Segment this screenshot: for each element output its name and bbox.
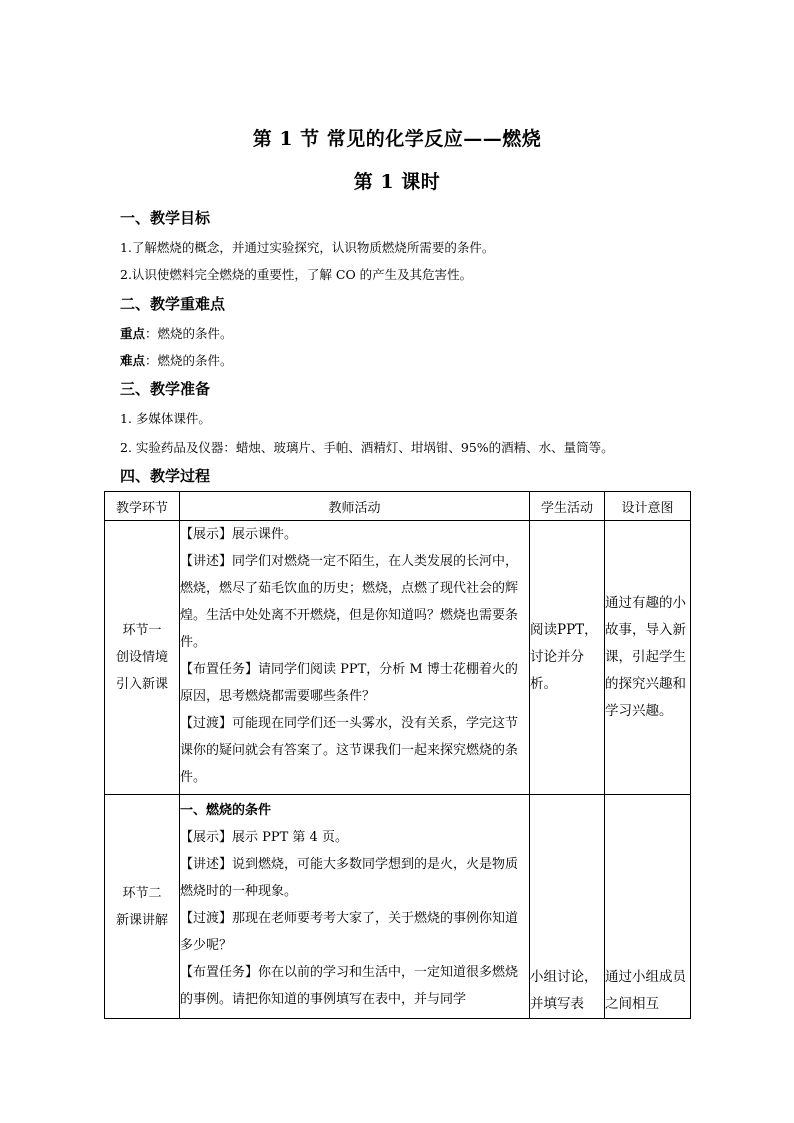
page-title: 第 1 节 常见的化学反应——燃烧 — [252, 128, 542, 150]
teacher-cell — [180, 521, 530, 795]
key-text: ：燃烧的条件。 — [145, 326, 233, 341]
difficulty-point — [120, 351, 233, 369]
link-line: 新课讲解 — [115, 912, 168, 928]
goal-1: 1.了解燃烧的概念，并通过实验探究，认识物质燃烧所需要的条件。 — [120, 240, 495, 255]
difficulty-label: 难点 — [120, 353, 146, 368]
goals-heading: 一、教学目标 — [120, 209, 211, 227]
header-student: 学生活动 — [530, 492, 605, 521]
goal-2: 2.认识使燃料完全燃烧的重要性，了解 CO 的产生及其危害性。 — [120, 267, 473, 282]
design-cell — [605, 521, 691, 795]
link-cell — [105, 521, 180, 795]
teacher-activity: 【过渡】那现在老师要考考大家了，关于燃烧的事例你知道多少呢？ — [180, 911, 519, 953]
link-line: 创设情境 — [115, 650, 168, 665]
prep-1: 1. 多媒体课件。 — [120, 411, 211, 426]
design-intent: 通过有趣的小故事，导入新课，引起学生的探究兴趣和学习兴趣。 — [605, 595, 686, 719]
design-intent: 通过小组成员之间相互 — [605, 969, 686, 1012]
table-header-row — [105, 492, 691, 521]
header-link: 教学环节 — [105, 492, 180, 521]
teacher-activity: 【过渡】可能现在同学们还一头雾水，没有关系，学完这节课你的疑问就会有答案了。这节课我们一起来探究燃烧的条件。 — [180, 716, 519, 785]
header-design: 设计意图 — [605, 492, 691, 521]
link-cell — [105, 795, 180, 1019]
design-cell — [605, 795, 691, 1019]
teacher-activity: 【展示】展示 PPT 第 4 页。 — [180, 830, 348, 845]
teacher-cell — [180, 795, 530, 1019]
student-activity: 阅读PPT，讨论并分析。 — [530, 622, 598, 692]
link-line: 环节二 — [122, 885, 162, 901]
teacher-activity: 【讲述】同学们对燃烧一定不陌生，在人类发展的长河中，燃烧，燃尽了茹毛饮血的历史；燃烧，点燃了现代社会的辉煌。生活中处处离不开燃烧，但是你知道吗？燃烧也需要条件。 — [180, 554, 519, 650]
key-label: 重点 — [120, 326, 146, 341]
teacher-activity: 【布置任务】请同学们阅读 PPT，分析 M 博士花棚着火的原因，思考燃烧都需要哪些条件？ — [180, 662, 518, 704]
difficulty-text: ：燃烧的条件。 — [145, 353, 233, 368]
student-cell — [530, 795, 605, 1019]
link-line: 引入新课 — [115, 677, 168, 692]
process-heading: 四、教学过程 — [120, 467, 211, 485]
table-row — [105, 795, 691, 1019]
table-row — [105, 521, 691, 795]
page-subtitle: 第 1 课时 — [353, 171, 441, 193]
header-teacher: 教师活动 — [180, 492, 530, 521]
student-activity: 小组讨论，并填写表 — [530, 969, 598, 1012]
key-heading: 二、教学重难点 — [120, 295, 226, 313]
section-title: 一、燃烧的条件 — [180, 803, 272, 818]
teacher-activity: 【布置任务】你在以前的学习和生活中，一定知道很多燃烧的事例。请把你知道的事例填写在表中，并与同学 — [180, 965, 519, 1007]
teacher-activity: 【讲述】说到燃烧，可能大多数同学想到的是火，火是物质燃烧时的一种现象。 — [180, 857, 519, 899]
student-cell — [530, 521, 605, 795]
key-point — [120, 324, 233, 342]
link-line: 环节一 — [122, 623, 162, 638]
prep-2: 2. 实验药品及仪器：蜡烛、玻璃片、手帕、酒精灯、坩埚钳、95%的酒精、水、量筒等。 — [120, 440, 614, 455]
lesson-table — [104, 491, 691, 1019]
teacher-activity: 【展示】展示课件。 — [180, 527, 298, 542]
prep-heading: 三、教学准备 — [120, 380, 211, 398]
